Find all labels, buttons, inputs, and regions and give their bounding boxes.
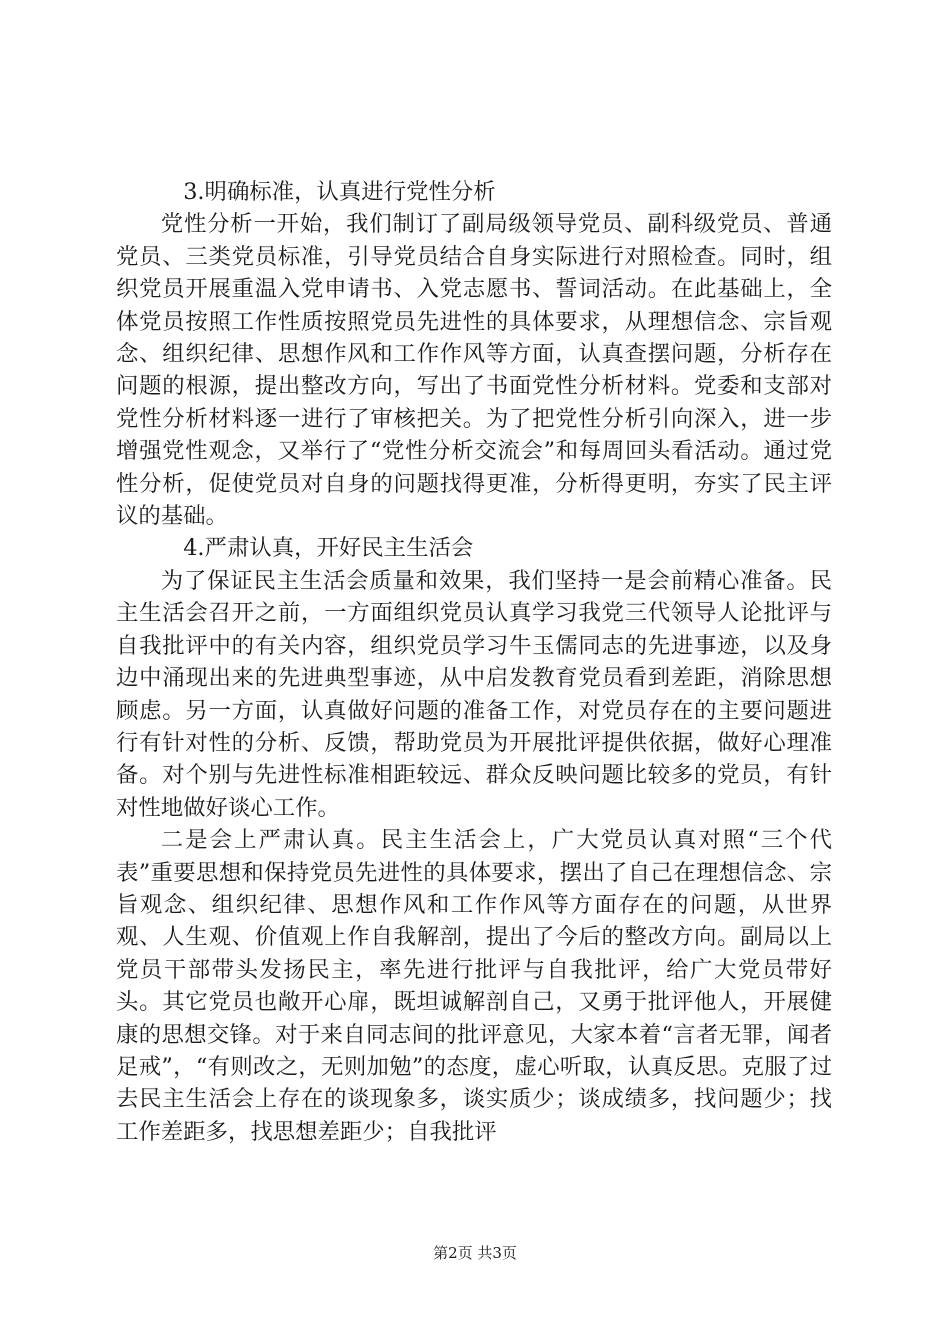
- section-heading-4: 4.严肃认真，开好民主生活会: [183, 535, 474, 562]
- paragraph-meeting-preparation: 为了保证民主生活会质量和效果，我们坚持一是会前精心准备。民主生活会召开之前，一方面组织党员认真学习我党三代领导人论批评与自我批评中的有关内容，组织党员学习牛玉儒同志的先进事迹，以及身边中涌现出来的先进典型事迹，从中启发教育党员看到差距，消除思想顾虑。另一方面，认真做好问题的准备工作，对党员存在的主要问题进行有针对性的分析、反馈，帮助党员为开展批评提供依据，做好心理准备。对个别与先进性标准相距较远、群众反映问题比较多的党员，有针对性地做好谈心工作。: [116, 567, 832, 821]
- paragraph-meeting-conduct: 二是会上严肃认真。民主生活会上，广大党员认真对照“三个代表”重要思想和保持党员先进性的具体要求，摆出了自己在理想信念、宗旨观念、组织纪律、思想作风和工作作风等方面存在的问题，从世界观、人生观、价值观上作自我解剖，提出了今后的整改方向。副局以上党员干部带头发扬民主，率先进行批评与自我批评，给广大党员带好头。其它党员也敞开心扉，既坦诚解剖自己，又勇于批评他人，开展健康的思想交锋。对于来自同志间的批评意见，大家本着“言者无罪，闻者足戒”，“有则改之，无则加勉”的态度，虚心听取，认真反思。克服了过去民主生活会上存在的谈现象多，谈实质少；谈成绩多，找问题少；找工作差距多，找思想差距少；自我批评: [116, 827, 832, 1145]
- page-number-footer: 第2页 共3页: [433, 1244, 517, 1262]
- document-body: [116, 176, 832, 1148]
- section-heading-3: 3.明确标准，认真进行党性分析: [183, 179, 496, 205]
- paragraph-party-analysis: 党性分析一开始，我们制订了副局级领导党员、副科级党员、普通党员、三类党员标准，引导党员结合自身实际进行对照检查。同时，组织党员开展重温入党申请书、入党志愿书、誓词活动。在此基础上，全体党员按照工作性质按照党员先进性的具体要求，从理想信念、宗旨观念、组织纪律、思想作风和工作作风等方面，认真查摆问题，分析存在问题的根源，提出整改方向，写出了书面党性分析材料。党委和支部对党性分析材料逐一进行了审核把关。为了把党性分析引向深入，进一步增强党性观念，又举行了“党性分析交流会”和每周回头看活动。通过党性分析，促使党员对自身的问题找得更准，分析得更明，夯实了民主评议的基础。: [116, 211, 832, 530]
